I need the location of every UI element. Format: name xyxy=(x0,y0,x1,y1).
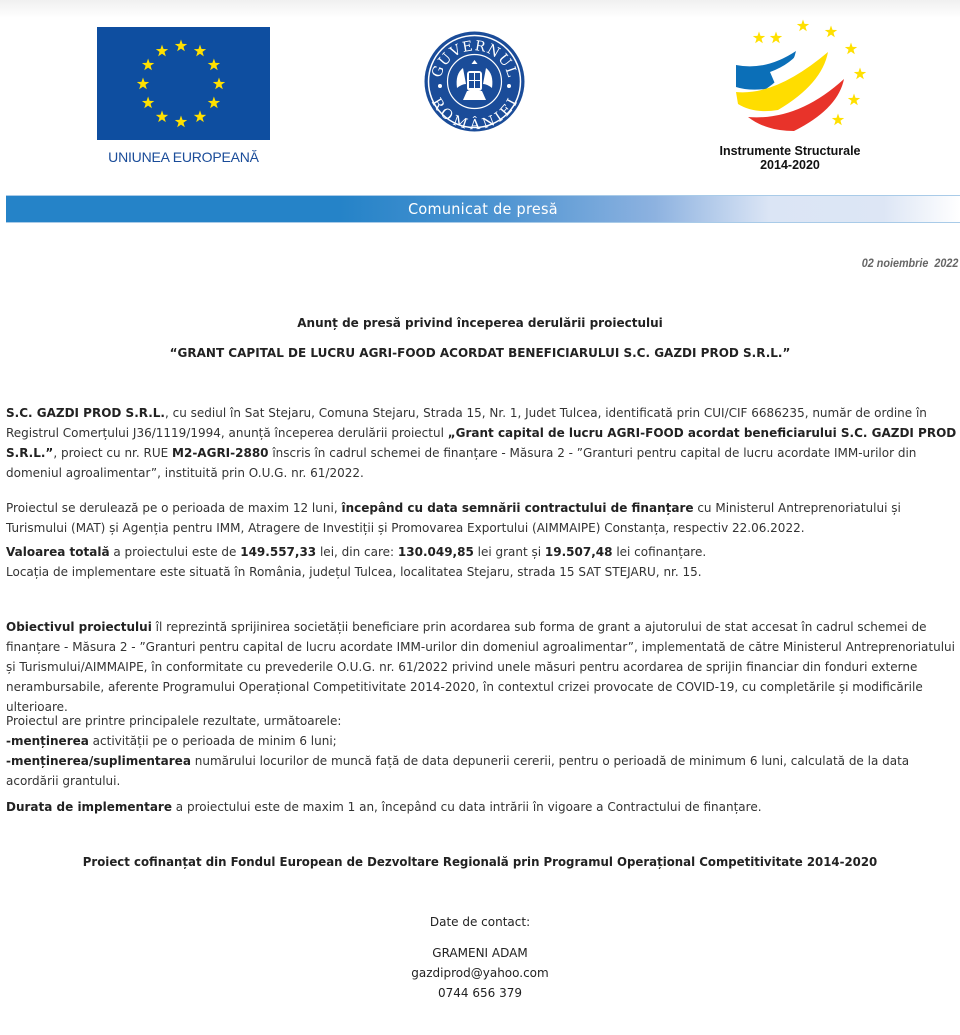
headline-line1: Anunț de presă privind începerea derulării proiectului xyxy=(297,316,663,330)
paragraph-objective: Obiectivul proiectului îl reprezintă sprijinirea societății beneficiare prin acordarea sub forma de grant a ajutorului de stat accesat în cadrul schemei de finanțare - Măsura 2 - ”Granturi pentru capital de lucru acordate IMM-urilor din domeniul agroalimentar”, implementată de către Ministerul Antreprenoriatului și Turismului/AIMMAIPE, în conformitate cu prevederile O.U.G. nr. 61/2022 privind unele măsuri pentru acordarea de sprijin financiar din fonduri externe nerambursabile, aferente Programului Operațional Competitivitate 2014-2020, în contextul crizei provocate de COVID-19, cu completările și modificările ulterioare. xyxy=(6,620,955,714)
cofinancing-value: 19.507,48 xyxy=(544,545,613,559)
grant-value: 130.049,85 xyxy=(397,545,474,559)
eu-star-icon xyxy=(175,116,187,128)
seal-top-text: GUVERNUL xyxy=(428,38,521,80)
paragraph-implementation-duration: Durata de implementare a proiectului este de maxim 1 an, începând cu data intrării în vigoare a Contractului de finanțare. xyxy=(6,800,762,814)
is-label-line2: 2014-2020 xyxy=(760,158,820,172)
eu-star-icon xyxy=(137,78,149,90)
project-title: „Grant capital de lucru AGRI-FOOD acordat beneficiarului S.C. GAZDI PROD S.R.L.” xyxy=(6,426,957,460)
contact-email[interactable]: gazdiprod@yahoo.com xyxy=(411,966,549,980)
eu-star-icon xyxy=(194,45,206,57)
total-value: 149.557,33 xyxy=(240,545,317,559)
banner-title: Comunicat de presă xyxy=(408,200,558,218)
paragraph-results: Proiectul are printre principalele rezultate, următoarele: -menținerea activității pe o perioada de minim 6 luni; -menținerea/suplimentarea numărului locurilor de muncă față de data depunerii cererii, pentru o perioadă de minimum 6 luni, calculată de la data acordării grantului. xyxy=(6,711,960,791)
eu-star-icon xyxy=(175,40,187,52)
press-release-banner xyxy=(6,195,960,223)
eu-star-icon xyxy=(156,110,168,122)
contact-name: GRAMENI ADAM xyxy=(432,946,528,960)
is-star-icon xyxy=(848,94,860,106)
publication-date: 02 noiembrie 2022 xyxy=(861,256,958,270)
is-star-icon xyxy=(845,43,857,55)
instrumente-structurale-icon xyxy=(700,14,880,139)
is-star-icon xyxy=(797,20,809,32)
is-star-icon xyxy=(753,32,765,44)
eu-flag-icon xyxy=(97,27,270,140)
eu-star-icon xyxy=(156,45,168,57)
headline-project-title: “GRANT CAPITAL DE LUCRU AGRI-FOOD ACORDAT BENEFICIARULUI S.C. GAZDI PROD S.R.L.” xyxy=(169,346,791,360)
is-star-icon xyxy=(832,114,844,126)
paragraph-value: Valoarea totală a proiectului este de 149.557,33 lei, din care: 130.049,85 lei grant și 19.507,48 lei cofinanțare. Locația de implementare este situată în România, județul Tulcea, localitatea Stejaru, strada 15 SAT STEJARU, nr. 15. xyxy=(6,542,960,582)
paragraph-company-intro: S.C. GAZDI PROD S.R.L., cu sediul în Sat Stejaru, Comuna Stejaru, Strada 15, Nr. 1, Judet Tulcea, identificată prin CUI/CIF 6686235, număr de ordine în Registrul Comerțului J36/1119/1994, anunță începerea derulării proiectul „Grant capital de lucru AGRI-FOOD acordat beneficiarului S.C. GAZDI PROD S.R.L.”, proiect cu nr. RUE M2-AGRI-2880 înscris în cadrul schemei de finanțare - Măsura 2 - ”Granturi pentru capital de lucru acordate IMM-urilor din domeniul agroalimentar”, instituită prin O.U.G. nr. 61/2022. xyxy=(6,406,957,480)
seal-bottom-text: ROMÂNIEI xyxy=(427,95,522,133)
eu-logo xyxy=(97,27,270,165)
eu-star-icon xyxy=(208,59,220,71)
company-name: S.C. GAZDI PROD S.R.L. xyxy=(6,406,165,420)
contact-label: Date de contact: xyxy=(429,915,531,929)
instrumente-structurale-logo xyxy=(700,14,880,172)
eu-star-icon xyxy=(142,59,154,71)
implementation-location: Locația de implementare este situată în România, județul Tulcea, localitatea Stejaru, strada 15 SAT STEJARU, nr. 15. xyxy=(6,565,702,579)
result-item: -menținerea activității pe o perioada de minim 6 luni; xyxy=(6,734,337,748)
is-label-line1: Instrumente Structurale xyxy=(719,144,861,158)
result-item: -menținerea/suplimentarea numărului locurilor de muncă față de data depunerii cererii, pentru o perioadă de minimum 6 luni, calculată de la data acordării grantului. xyxy=(6,754,910,788)
eu-star-icon xyxy=(213,78,225,90)
rue-number: M2-AGRI-2880 xyxy=(172,446,269,460)
eu-logo-label: UNIUNEA EUROPEANĂ xyxy=(108,149,259,165)
is-star-icon xyxy=(770,32,782,44)
eu-star-icon xyxy=(142,97,154,109)
is-star-icon xyxy=(825,26,837,38)
is-star-icon xyxy=(854,68,866,80)
contact-block xyxy=(0,914,960,1003)
cofinancing-note: Proiect cofinanțat din Fondul European de Dezvoltare Regională prin Programul Operațional Competitivitate 2014-2020 xyxy=(82,855,878,869)
paragraph-duration: Proiectul se derulează pe o perioada de maxim 12 luni, începând cu data semnării contractului de finanțare cu Ministerul Antreprenoriatului și Turismului (MAT) și Agenția pentru IMM, Atragere de Investiții și Promovarea Exportului (AIMMAIPE) Constanța, respectiv 22.06.2022. xyxy=(6,501,901,535)
eu-star-icon xyxy=(194,110,206,122)
guvernul-romaniei-seal-icon xyxy=(423,30,526,133)
eu-star-icon xyxy=(208,97,220,109)
logo-header xyxy=(0,0,960,190)
contact-phone: 0744 656 379 xyxy=(438,986,522,1000)
